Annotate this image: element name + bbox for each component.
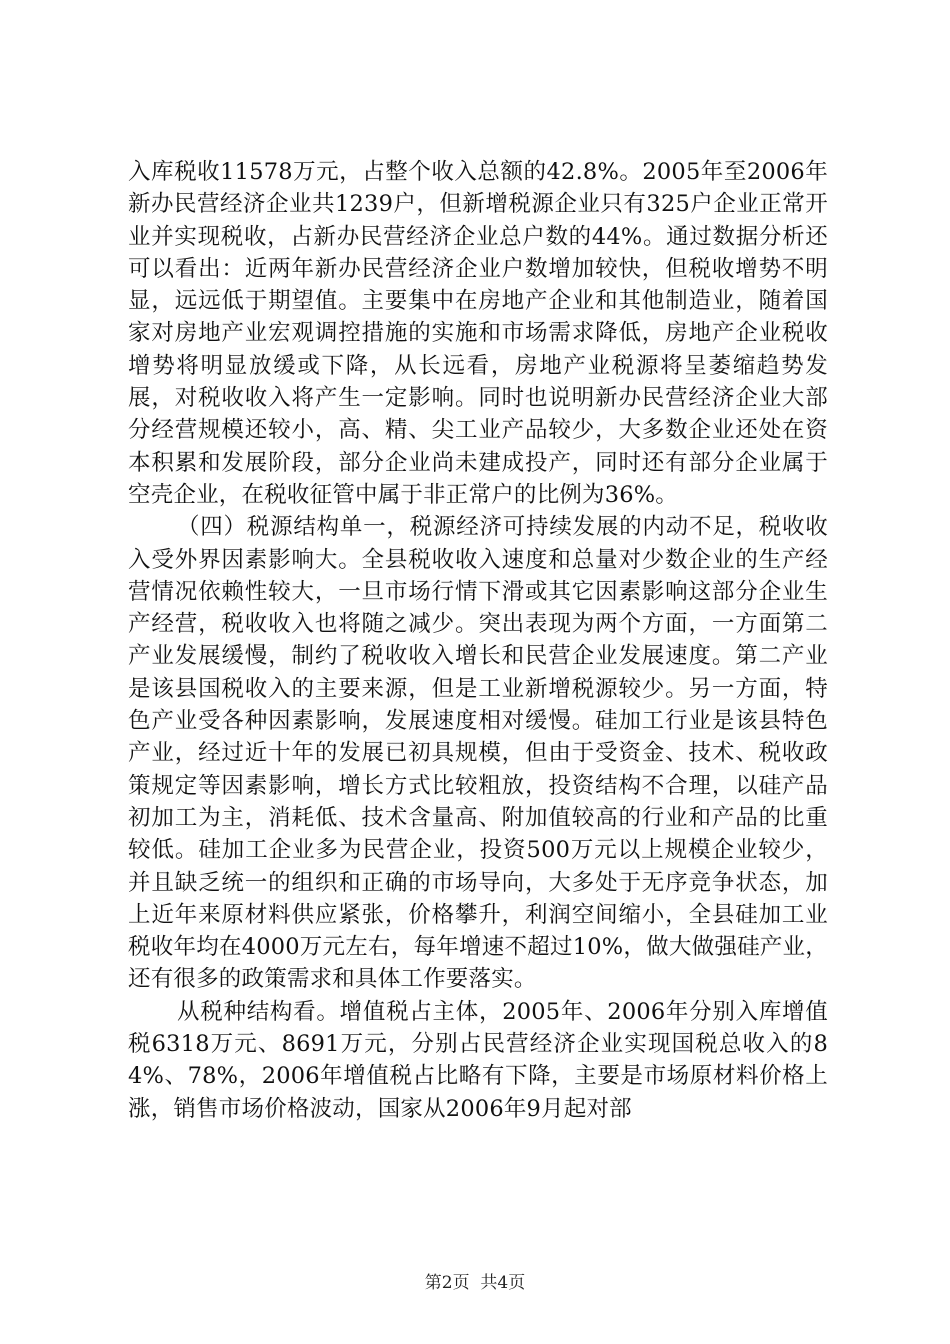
paragraph-3: 从税种结构看。增值税占主体，2005年、2006年分别入库增值税6318万元、8691万元，分别占民营经济企业实现国税总收入的84%、78%，2006年增值税占比略有下降，主要是市场原材料价格上涨，销售市场价格波动，国家从2006年9月起对部	[128, 998, 828, 1122]
page-footer: 第2页 共4页	[424, 1273, 526, 1293]
body-text	[128, 156, 828, 1125]
paragraph-1: 入库税收11578万元，占整个收入总额的42.8%。2005年至2006年新办民营经济企业共1239户，但新增税源企业只有325户企业正常开业并实现税收，占新办民营经济企业总户数的44%。通过数据分析还可以看出：近两年新办民营经济企业户数增加较快，但税收增势不明显，远远低于期望值。主要集中在房地产企业和其他制造业，随着国家对房地产业宏观调控措施的实施和市场需求降低，房地产企业税收增势将明显放缓或下降，从长远看，房地产业税源将呈萎缩趋势发展，对税收收入将产生一定影响。同时也说明新办民营经济企业大部分经营规模还较小，高、精、尖工业产品较少，大多数企业还处在资本积累和发展阶段，部分企业尚未建成投产，同时还有部分企业属于空壳企业，在税收征管中属于非正常户的比例为36%。	[128, 159, 828, 508]
paragraph-2: （四）税源结构单一，税源经济可持续发展的内动不足，税收收入受外界因素影响大。全县税收收入速度和总量对少数企业的生产经营情况依赖性较大，一旦市场行情下滑或其它因素影响这部分企业生产经营，税收收入也将随之减少。突出表现为两个方面，一方面第二产业发展缓慢，制约了税收收入增长和民营企业发展速度。第二产业是该县国税收入的主要来源，但是工业新增税源较少。另一方面，特色产业受各种因素影响，发展速度相对缓慢。硅加工行业是该县特色产业，经过近十年的发展已初具规模，但由于受资金、技术、税收政策规定等因素影响，增长方式比较粗放，投资结构不合理，以硅产品初加工为主，消耗低、技术含量高、附加值较高的行业和产品的比重较低。硅加工企业多为民营企业，投资500万元以上规模企业较少，并且缺乏统一的组织和正确的市场导向，大多处于无序竞争状态，加上近年来原材料供应紧张，价格攀升，利润空间缩小，全县硅加工业税收年均在4000万元左右，每年增速不超过10%，做大做强硅产业，还有很多的政策需求和具体工作要落实。	[128, 514, 828, 993]
